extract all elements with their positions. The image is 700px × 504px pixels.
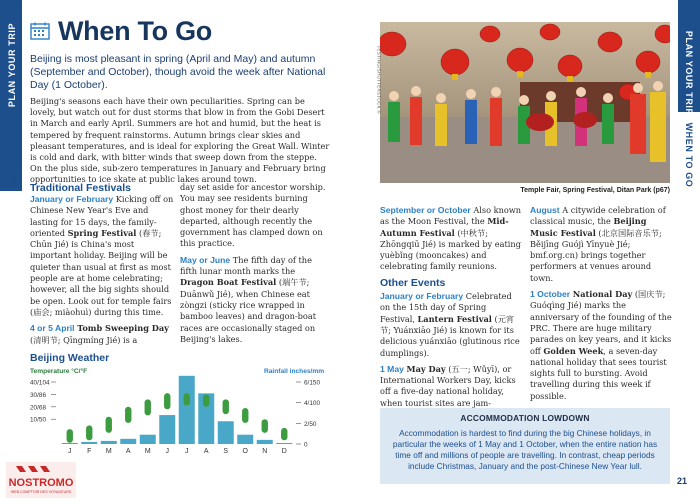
event-text-post-secondary: , a seven-day national holiday that sees tourist sights full to bursting. Avoid travelling during this week if possible. (530, 345, 667, 401)
column-1 (30, 194, 175, 351)
rainfall-bar (120, 439, 136, 444)
photo-illustration (380, 22, 670, 183)
festival-entry-continued: day set aside for ancestor worship. You may see residents burning ghost money for their dearly departed, although recently the government has clamped down on this practice. (180, 182, 326, 249)
month-label: A (125, 448, 131, 455)
accommodation-title: ACCOMMODATION LOWDOWN (460, 413, 590, 423)
festival-text-pre: The fifth day of the fifth lunar month marks the (180, 254, 312, 277)
festival-entry (380, 205, 523, 273)
temperature-range-mark (145, 399, 151, 415)
event-entry (380, 291, 523, 359)
svg-text:WEB COMPTOIR DES VOYAGEURS: WEB COMPTOIR DES VOYAGEURS (10, 490, 72, 494)
rainfall-bar (179, 376, 195, 444)
column-3 (380, 205, 523, 437)
photo-credit: TESTING/SHUTTERSTOCK © (376, 45, 382, 115)
festival-text-post: (春节; Chūn Jié) is China's most important holiday. Beijing will be quieter than usual at first as most people are at home celebrating; however, all the big sights should be open. Look out for temple fairs (庙会; miàohuì) during this time. (30, 227, 172, 317)
festival-text-post: (中秋节; Zhōngqiū Jié) is marked by eating yuèbǐng (mooncakes) and celebrating family reunions. (380, 227, 521, 272)
event-date: January or February (380, 291, 464, 302)
body-paragraph: Beijing's seasons each have their own peculiarities. Spring can be lovely, but watch out for dust storms that blow in from the Gobi Desert in March and early April. Summers are hot and humid, but the heat is tempered by frequent rainstorms. Autumn brings clear skies and pleasant temperatures, and is ideal for exploring the Great Wall. Winter is cold and dark, with bitter winds that sweep down from the steppe. On the plus side, sub-zero temperatures in January and February bring opportunities to ice skate at public lakes around town. (30, 96, 330, 185)
rainfall-bar (101, 441, 117, 444)
nostromo-logo (6, 462, 76, 498)
month-label: N (262, 448, 268, 455)
rainfall-bar (237, 435, 253, 444)
festival-text-pre: Kicking off on Chinese New Year's Eve and lasting for 15 days, the family-oriented (30, 194, 174, 238)
festival-date: September or October (380, 205, 471, 215)
temperature-range-mark (223, 399, 229, 414)
festival-entry (30, 194, 175, 318)
page-number: 21 (677, 476, 688, 486)
logo-graphic (6, 462, 76, 498)
festival-date: 4 or 5 April (30, 323, 75, 334)
festival-text-pre: Also known as the Moon Festival, the (380, 205, 522, 227)
rainfall-bar (218, 421, 234, 444)
month-label: M (105, 448, 112, 455)
right-tab-top-label: PLAN YOUR TRIP (684, 30, 694, 116)
event-text-post: (北京国际音乐节; Běijīng Guójì Yīnyuè Jié; bmf.org.cn) brings together performers at venues around town. (530, 227, 662, 283)
festival-text-post: (清明节; Qīngmíng Jié) is a (30, 334, 138, 345)
festival-entry (180, 255, 328, 345)
month-label: J (185, 448, 189, 455)
svg-text:NOSTROMO: NOSTROMO (8, 477, 74, 489)
festival-name: Spring Festival (67, 227, 137, 238)
column-4 (530, 205, 672, 407)
rain-tick-label: 4/100 (304, 400, 320, 408)
event-date: 1 October (530, 289, 571, 300)
event-entry (530, 205, 672, 284)
event-text-pre: A citywide celebration of classical music, the (530, 205, 666, 227)
event-text-post: (国庆节; Guóqìng Jié) marks the anniversary of the founding of the PRC. There are huge military parades on key years, and it kicks off (530, 289, 672, 356)
temperature-range-mark (242, 408, 248, 423)
temp-tick-label: 30/86 (30, 391, 46, 399)
event-date: 1 May (380, 363, 404, 374)
event-name-secondary: Golden Week (543, 345, 604, 356)
month-label: S (223, 448, 229, 455)
temple-fair-photo (380, 22, 670, 183)
event-name: National Day (572, 289, 633, 300)
month-label: D (281, 448, 287, 455)
temperature-legend: Temperature °C/°F (30, 368, 88, 375)
photo-caption: Temple Fair, Spring Festival, Ditan Park (p67) (520, 187, 670, 194)
weather-chart (30, 366, 330, 458)
temperature-range-mark (262, 419, 268, 433)
event-entry (530, 289, 672, 402)
month-label: J (68, 448, 72, 455)
left-tab-bottom-label: WHEN TO GO (8, 118, 18, 184)
weather-heading: Beijing Weather (30, 352, 110, 364)
month-label: F (87, 448, 92, 455)
rainfall-bar (81, 442, 97, 444)
rainfall-bar (159, 415, 175, 444)
temperature-range-mark (164, 393, 170, 409)
rainfall-legend: Rainfall inches/mm (264, 368, 325, 375)
temp-tick-label: 40/104 (30, 379, 50, 387)
right-tab-bottom-label: WHEN TO GO (684, 122, 694, 188)
event-name: Beijing Music Festival (530, 216, 647, 238)
festival-text-post: (端午节; Duānwǔ Jié), when Chinese eat zòngzi (sticky rice wrapped in bamboo leaves) and dragon-boat races are occasionally staged on Beijing's lakes. (180, 277, 316, 344)
rain-tick-label: 2/50 (304, 420, 317, 428)
month-label: A (203, 448, 209, 455)
temperature-range-mark (125, 407, 131, 423)
accommodation-text: Accommodation is hardest to find during the big Chinese holidays, in particular the weeks of 1 May and 1 October, when the entire nation has time off and millions of people are travelling. In contrast, cheap periods include Christmas, January and the post-Chinese New Year lull. (392, 428, 658, 471)
festival-name: Tomb Sweeping Day (77, 323, 169, 334)
temperature-range-mark (67, 429, 73, 443)
page-title: When To Go (58, 16, 212, 46)
festival-date: May or June (180, 254, 231, 265)
festival-entry (30, 323, 175, 346)
month-label: O (242, 448, 248, 455)
rainfall-bar (140, 435, 156, 444)
event-text-post: (元宵节; Yuánxiāo Jié) is known for its delicious yuánxiāo (glutinous rice dumplings). (380, 313, 520, 358)
month-label: J (165, 448, 169, 455)
calendar-icon (30, 22, 50, 40)
temperature-range-mark (86, 425, 92, 440)
rain-tick-label: 6/150 (304, 379, 320, 387)
temp-tick-label: 20/68 (30, 404, 46, 412)
temperature-range-mark (203, 394, 209, 406)
other-events-heading: Other Events (380, 276, 446, 289)
rain-tick-label: 0 (304, 441, 308, 449)
event-text-post: (五一; Wǔyī), or International Workers Day, kicks off a five-day national holiday, when tourist sites are jam- (380, 363, 516, 408)
event-text-pre: Celebrated on the 15th day of Spring Festival, (380, 291, 512, 324)
event-date: August (530, 205, 560, 215)
traditional-festivals-heading: Traditional Festivals (30, 182, 131, 194)
festival-name: Dragon Boat Festival (180, 277, 277, 288)
rainfall-bar (276, 443, 292, 444)
left-tab-top-label: PLAN YOUR TRIP (7, 22, 17, 108)
temperature-range-mark (281, 428, 287, 440)
festival-name: Mid-Autumn Festival (380, 216, 509, 238)
rainfall-bar (62, 443, 78, 444)
temperature-range-mark (184, 393, 190, 405)
event-name: May Day (406, 363, 446, 374)
temperature-range-mark (106, 417, 112, 433)
festival-date: January or February (30, 194, 114, 204)
temp-tick-label: 10/50 (30, 416, 46, 424)
month-label: M (144, 448, 151, 455)
event-name: Lantern Festival (417, 313, 492, 324)
column-2 (180, 182, 328, 350)
rainfall-bar (257, 440, 273, 444)
intro-text: Beijing is most pleasant in spring (April and May) and autumn (September and October), though avoid the week after National Day (1 October). (30, 53, 326, 91)
